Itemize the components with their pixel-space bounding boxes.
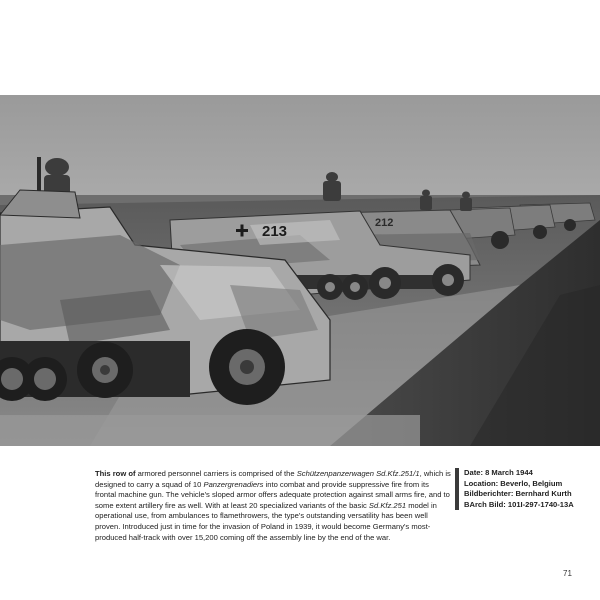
caption-italic-2: Panzergrenadiers [203,479,264,489]
caption-text-1: armored personnel carriers is comprised of the [135,469,297,478]
vehicle-number-212: 212 [375,217,394,229]
caption-text-3: into combat and provide suppressive fire from its frontal machine gun. The vehicle's sloped armor offers adequate protection against small arms fire, and to some extent artillery fire as well. With at least 20 specialized variants of the basic [95,479,450,510]
meta-photographer: Bildberichter: Bernhard Kurth [464,489,572,499]
meta-date: Date: 8 March 1944 [464,468,533,477]
photograph-halftracks [0,95,600,446]
caption-italic-1: Schützenpanzerwagen Sd.Kfz.251/1 [296,469,420,478]
meta-location: Location: Beverlo, Belgium [464,478,563,488]
photo-caption [95,469,451,543]
vehicle-number-213: 213 [262,223,288,240]
page-number: 71 [563,569,572,578]
meta-archive-id: BArch Bild: 101I-297-1740-13A [464,499,574,509]
caption-italic-3: Sd.Kfz.251 [368,500,407,510]
caption-lead: This row of [95,469,136,478]
caption-text-4: model in operational use, from ambulances to flamethrowers, the type's outstanding versatility has been well proven. Introduced just in time for the invasion of Poland in 1939, it would become Germany's most-produced half-track with over 15,200 coming off the assembly line by the end of the war. [95,500,437,542]
photo-metadata [455,468,574,510]
caption-text-2: , which is designed to carry a squad of 10 [95,469,451,489]
